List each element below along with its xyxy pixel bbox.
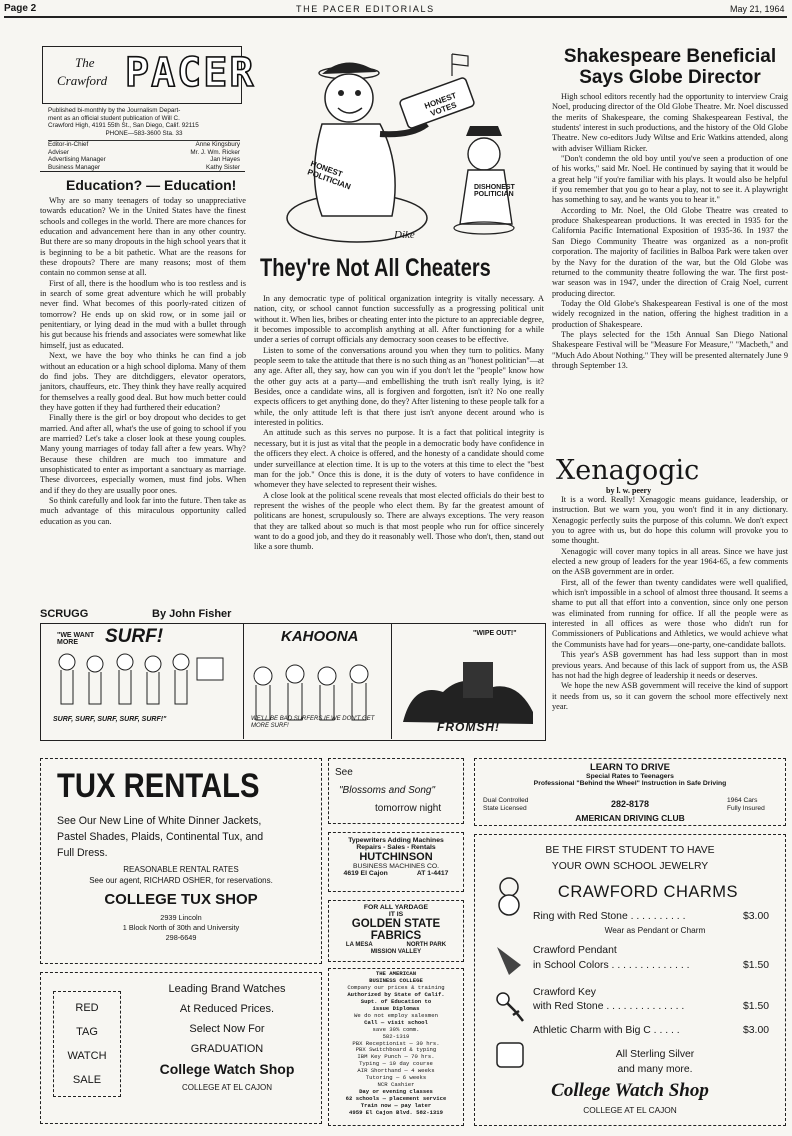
scrugg-bubble: WE'LL BE BAD SURFERS IF WE DON'T GET MORE SURF! <box>251 716 375 729</box>
cartoon-label-honest: HONEST POLITICIAN <box>306 159 352 192</box>
cartoon-label-dishonest: DISHONEST POLITICIAN <box>474 184 515 198</box>
drive-insured: Fully Insured <box>727 805 765 812</box>
education-body: Why are so many teenagers of today so unappreciative towards education? We in the United States have the finest schools and colleges in the world. There are more chances for education and advancement here than in any other country. But there are so many dropouts in the high school years that it is beginning to be a bit pathetic. What are the reasons for these dropouts? There are many reasons; most of them contain no common sense at all. First of all, there is the hoodlum who is too restless and is in search of some great adventure which he will probably never find. What becomes of this poorly-rated citizen of tomorrow? He ends up on skid row, or in some jail or penitentiary, or lying dead in the mud with a bullet through his gut because his friends and associates were somewhat like himself, just as educated. Next, we have the boy who thinks he can find a job without an education or a high school diploma. Many of them do find jobs. They are ditchdiggers, elevator operators, janitors, chauffeurs, etc. They think they have really acquired for themselves a really good deal. But how much better could they have gotten if they had furthered their education? Finally there is the girl or boy dropout who decides to get married. And after all, what's the use of going to school if you are married? Let's take a closer look at these young couples. Many young marriages of today fall after a few years. Why? Because these children are much too immature and unsophisticated to enter as important a sanctuary as marriage. These divorcees, especially women, must find jobs. When and if they do they are usually poor ones. So think carefully and look far into the future. Then take as much advantage of this miraculous opportunity called education as you can. <box>40 196 246 526</box>
scrugg-byline: By John Fisher <box>152 608 232 620</box>
tux-agent: See our agent, RICHARD OSHER, for reservations. <box>89 876 273 885</box>
masthead-crawford: Crawford <box>57 73 108 88</box>
ad-watch-sale <box>40 972 322 1124</box>
golden-line2: IT IS <box>388 911 404 918</box>
ad-business-college: THE AMERICAN BUSINESS COLLEGE Company our prices & training Authorized by State of Calif. Supt. of Education to issue Diplomas We do not employ salesmen Call — visit school save 30% comm. 582-1319 PBX Receptionist — 30 hrs. PBX Switchboard & typing IBM Key Punch — 70 hrs. Typing — 10 day course AIR Shorthand — 4 weeks Tutoring — 6 weeks NCR Cashier Day or evening classes 62 schools — placement service Train now — pay later 4959 El Cajon Blvd. 582-1319 <box>328 968 464 1126</box>
charm-icons <box>487 875 537 1075</box>
scrugg-comic <box>40 623 546 741</box>
section-title: THE PACER EDITORIALS <box>296 4 435 14</box>
charms-silver1: All Sterling Silver <box>615 1049 695 1060</box>
ad-driving-club <box>474 758 786 826</box>
drive-phone: 282-8178 <box>610 799 650 809</box>
watch-shop-name: College Watch Shop <box>159 1061 295 1077</box>
header-rule <box>4 16 787 18</box>
drive-state: State Licensed <box>483 805 527 812</box>
golden-name2: FABRICS <box>370 930 422 942</box>
hutch-contact: 4619 El Cajon AT 1-4417 <box>343 870 449 877</box>
hutch-line1: Typewriters Adding Machines <box>348 837 444 844</box>
golden-locations: LA MESA NORTH PARK <box>345 942 447 948</box>
scrugg-chant: SURF, SURF, SURF, SURF, SURF!" <box>53 716 167 723</box>
xenagogic-byline: by l. w. peery <box>606 486 652 495</box>
drive-sub: Special Rates to Teenagers <box>586 773 674 780</box>
hutch-sub: BUSINESS MACHINES CO. <box>352 863 440 870</box>
charm-ring-sub: Wear as Pendant or Charm <box>604 925 706 935</box>
education-headline: Education? — Education! <box>66 177 237 193</box>
scrugg-title: SCRUGG <box>40 608 89 620</box>
cartoon-drawing <box>252 46 546 254</box>
scrugg-we-want: "WE WANT MORE <box>57 632 95 646</box>
drive-club: AMERICAN DRIVING CLUB <box>575 813 685 823</box>
xenagogic-headline: Xenagogic <box>556 455 700 486</box>
blossoms-title: "Blossoms and Song" <box>339 785 436 796</box>
blossoms-see: See <box>335 767 353 778</box>
drive-cars: 1964 Cars <box>727 797 758 804</box>
charm-athletic-price: $3.00 <box>743 1025 770 1036</box>
ad-golden-state <box>328 900 464 962</box>
charms-location: COLLEGE AT EL CAJON <box>583 1105 677 1115</box>
scrugg-wipe-out: "WIPE OUT!" <box>473 630 517 637</box>
xenagogic-body: It is a word. Really! Xenagogic means guidance, leadership, or instruction. But we warn you, you won't find it in any dictionary. Xenagogic perfectly suits the purpose of this column. We don't expect you to agree with us, but do hope this column will provoke you to some thought. Xenagogic will cover many topics in all areas. Since we have just elected a new group of leaders for the year 1964-65, a few comments on the ASB government are in order. First, all of the fewer than twenty candidates were well qualified, which isn't impossible in a school of almost three thousand. It seems a shame to put all that effort into a convention, since only one person was eliminated from running for office. If all the people were as interested in all offices as were those who didn't run for Commissioners of Publications and Athletics, we would achieve what the Communists have had for years—one-party, one-candidate ballots. This year's ASB government has had less support than in most previous years. And because of this lack of support from us, the ASB has not had the high degree of leadership it needs or deserves. We hope the new ASB government will receive the kind of support it needs from us, so it can govern the school more effectively next year. <box>552 495 788 711</box>
ad-hutchinson <box>328 832 464 892</box>
blossoms-when: tomorrow night <box>375 803 442 814</box>
tux-shop-name: COLLEGE TUX SHOP <box>104 891 258 908</box>
charm-ring-name: Ring with Red Stone . . . . . . . . . . <box>533 911 686 922</box>
scrugg-fromsh: FROMSH! <box>437 720 500 734</box>
red-tag-box: RED TAG WATCH SALE <box>53 991 121 1097</box>
charm-pendant-name: Crawford Pendant <box>533 945 617 956</box>
drive-pro: Professional "Behind the Wheel" Instruction in Safe Driving <box>533 780 727 787</box>
cartoon-signature: Dike <box>394 229 415 241</box>
masthead-the: The <box>75 55 95 70</box>
shakespeare-headline: Shakespeare Beneficial Says Globe Director <box>563 46 777 88</box>
ad-tux-rentals <box>40 758 322 964</box>
charms-title: CRAWFORD CHARMS <box>557 883 739 901</box>
charm-pendant-name2: in School Colors . . . . . . . . . . . . . . <box>533 960 690 971</box>
hutch-line2: Repairs - Sales - Rentals <box>356 844 436 851</box>
charm-key-name2: with Red Stone . . . . . . . . . . . . . . <box>533 1001 685 1012</box>
hutch-name: HUTCHINSON <box>359 851 433 863</box>
charms-silver2: and many more. <box>617 1064 693 1075</box>
issue-date: May 21, 1964 <box>730 4 785 14</box>
cartoon-label-votes: HONEST VOTES <box>423 90 458 119</box>
charm-key-name: Crawford Key <box>533 987 596 998</box>
ad-crawford-charms <box>474 834 786 1126</box>
page-number: Page 2 <box>4 3 37 14</box>
charm-key-price: $1.50 <box>743 1001 770 1012</box>
golden-line1: FOR ALL YARDAGE <box>363 904 429 911</box>
scrugg-kahoona: KAHOONA <box>281 628 359 645</box>
drive-dual: Dual Controlled <box>483 797 529 804</box>
golden-location-3: MISSION VALLEY <box>370 949 422 955</box>
charms-head2: YOUR OWN SCHOOL JEWELRY <box>551 861 709 872</box>
charm-athletic-name: Athletic Charm with Big C . . . . . <box>533 1025 680 1036</box>
watch-lines: Leading Brand Watches At Reduced Prices. Select Now For GRADUATION <box>168 983 286 1055</box>
charm-pendant-price: $1.50 <box>743 960 770 971</box>
drive-title: LEARN TO DRIVE <box>589 762 671 773</box>
watch-location: COLLEGE AT EL CAJON <box>181 1083 273 1092</box>
charms-head1: BE THE FIRST STUDENT TO HAVE <box>545 845 715 856</box>
golden-name1: GOLDEN STATE <box>351 918 441 930</box>
tux-title: TUX RENTALS <box>57 767 260 805</box>
tux-rates: REASONABLE RENTAL RATES <box>123 865 239 874</box>
charm-ring-price: $3.00 <box>743 911 770 922</box>
cheaters-headline: They're Not All Cheaters <box>260 254 491 282</box>
scrugg-surf: SURF! <box>105 626 164 647</box>
tux-address: 2939 Lincoln 1 Block North of 30th and University 298-6649 <box>122 913 240 942</box>
masthead <box>42 46 256 104</box>
charms-shop-name: College Watch Shop <box>551 1080 709 1101</box>
cheaters-body: In any democratic type of political organization integrity is vitally necessary. A nation, city, or school cannot function successfully as a progressing political unit without it. When lies, bribes or cheating enter into the picture to an appreciable degree, it becomes impossible to accomplish anything at all. After functioning for a while under a series of corrupt officials any democracy soon ceases to be effective. Listen to some of the conversations around you when they turn to politics. Many people seem to take the attitude that there is no such thing as an "honest politician"—at any age. After all, they say, how can you win if you don't let the "people" know how the other guy acts at a party—and embellishing the truth isn't really lying, is it? Besides, once a candidate wins, all is forgiven and forgotten, isn't it? No one really expects officers to get anything done, do they? After listening to these people talk for a while, the only attitude left is that there just isn't anyone decent around who is interested in politics. An attitude such as this serves no purpose. It is a fact that political integrity is necessary, but it is just as vital that the people in a democratic body have confidence in the officers they elect. A choice is offered, and the honesty of a candidate should come under surveillance at election time. It is up to the voters at this time to elect the "best man for the job." Once this is done, it is the duty of voters to have confidence in whomever they have selected to represent their wishes. A close look at the political scene reveals that most elected officials do their best to represent the wishes of the people who elect them. By far the greatest amount of politicans are honest, scrupulously so. There are always exceptions. The very reason that they are talked about so much is that most people who run for office sincerely want to do a good job, and they do it reasonably well. Those who don't, then, stand out like a sore thumb. <box>254 294 544 552</box>
masthead-info: Published bi-monthly by the Journalism Depart- ment as an official student publication of Will C. Crawford High, 4191 55th St., San Diego, Calif. 92115 PHONE—583-3600 Sta. 33 Editor-in-Chief Anne Kingsbury Adviser Mr. J. Wm. Ricker Advertising Manager Jan Hayes Business Manager Kathy Sister <box>48 107 240 171</box>
masthead-rule <box>40 171 245 172</box>
masthead-logo: PACER <box>125 50 256 96</box>
editorial-cartoon <box>252 46 546 254</box>
tux-description: See Our New Line of White Dinner Jackets, Pastel Shades, Plaids, Continental Tux, and Full Dress. <box>57 815 264 859</box>
shakespeare-body: High school editors recently had the opportunity to interview Craig Noel, producing director of the Old Globe Theatre. Mr. Noel discussed the merits of Shakespeare, the coming Shakespearean Festival, the students' interest in such productions, and the history of the Old Globe Theatre. New co-editors Judy Wiltse and Eric Watkins attended, along with adviser William Ricker. "Don't condemn the old boy until you've seen a production of one of his works," said Mr. Noel. He continued by saying that it would be a great help "if you're familiar with his plays. It would also be helpful if you remember that you go to hear a play, not to see it. A playwright has something to say, and he wants you to hear it." According to Mr. Noel, the Old Globe Theatre was created to produce Shakespearean productions. It was erected in 1935 for the California Pacific International Exposition of 1935-36. In 1937 the San Diego Community Theatre was organized as a non-profit corporation. The majority of facilities in Balboa Park were taken over by the Navy for the duration of the war, but the Old Globe was returned to the community theatre following the war. The first post-war season was in 1947, under the direction of Craig Noel, current producing director. Today the Old Globe's Shakespearean Festival is one of the most widely recognized in the nation, offering the highest tradition in a production of Shakespeare. The plays selected for the 15th Annual San Diego National Shakespeare Festival will be "Measure For Measure," "Macbeth," and "Much Ado About Nothing." They will be presented alternately June 9 through September 13. <box>552 92 788 370</box>
ad-blossoms <box>328 758 464 824</box>
